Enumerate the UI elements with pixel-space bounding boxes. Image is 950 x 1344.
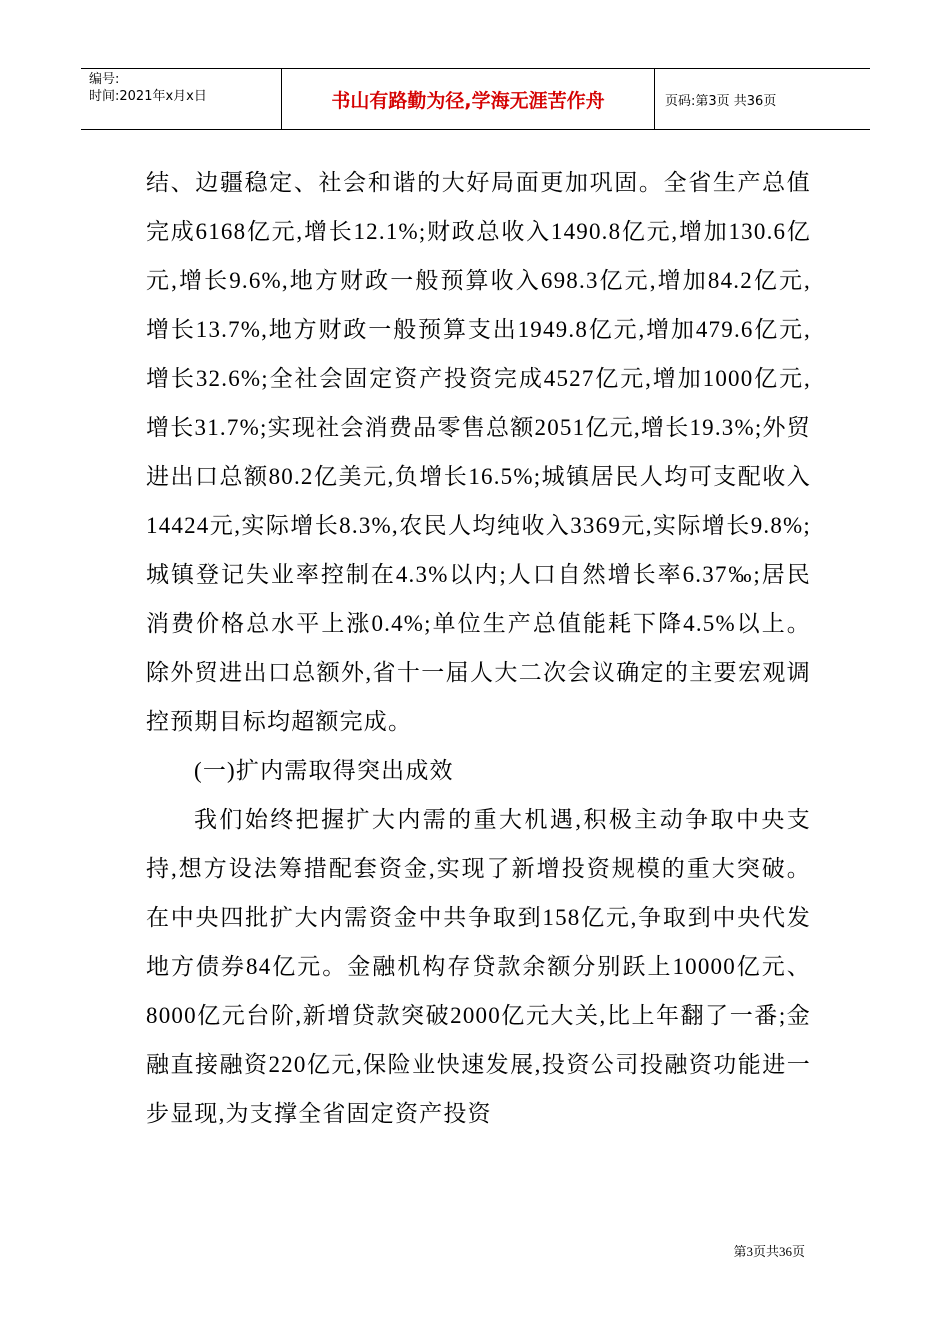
body-paragraph: 我们始终把握扩大内需的重大机遇,积极主动争取中央支持,想方设法筹措配套资金,实现了新增投资规模的重大突破。在中央四批扩大内需资金中共争取到158亿元,争取到中央代发地方债券84亿元。金融机构存贷款余额分别跃上10000亿元、8000亿元台阶,新增贷款突破2000亿元大关,比上年翻了一番;金融直接融资220亿元,保险业快速发展,投资公司投融资功能进一步显现,为支撑全省固定资产投资 — [146, 807, 811, 1126]
document-number-label: 编号: — [89, 72, 120, 87]
page-header — [81, 68, 870, 130]
body-paragraph: 结、边疆稳定、社会和谐的大好局面更加巩固。全省生产总值完成6168亿元,增长12.1%;财政总收入1490.8亿元,增加130.6亿元,增长9.6%,地方财政一般预算收入698.3亿元,增加84.2亿元,增长13.7%,地方财政一般预算支出1949.8亿元,增加479.6亿元,增长32.6%;全社会固定资产投资完成4527亿元,增加1000亿元,增长31.7%;实现社会消费品零售总额2051亿元,增长19.3%;外贸进出口总额80.2亿美元,负增长16.5%;城镇居民人均可支配收入14424元,实际增长8.3%,农民人均纯收入3369元,实际增长9.8%;城镇登记失业率控制在4.3%以内;人口自然增长率6.37‰;居民消费价格总水平上涨0.4%;单位生产总值能耗下降4.5%以上。除外贸进出口总额外,省十一届人大二次会议确定的主要宏观调控预期目标均超额完成。 — [146, 170, 811, 734]
header-meta — [81, 69, 282, 129]
page-footer: 第3页共36页 — [733, 1244, 805, 1259]
document-date: 时间:2021年x月x日 — [89, 89, 207, 104]
header-page-info: 页码:第3页 共36页 — [665, 93, 777, 109]
section-heading: (一)扩内需取得突出成效 — [194, 758, 454, 783]
document-body — [146, 158, 811, 1138]
header-motto: 书山有路勤为径,学海无涯苦作舟 — [282, 69, 655, 129]
